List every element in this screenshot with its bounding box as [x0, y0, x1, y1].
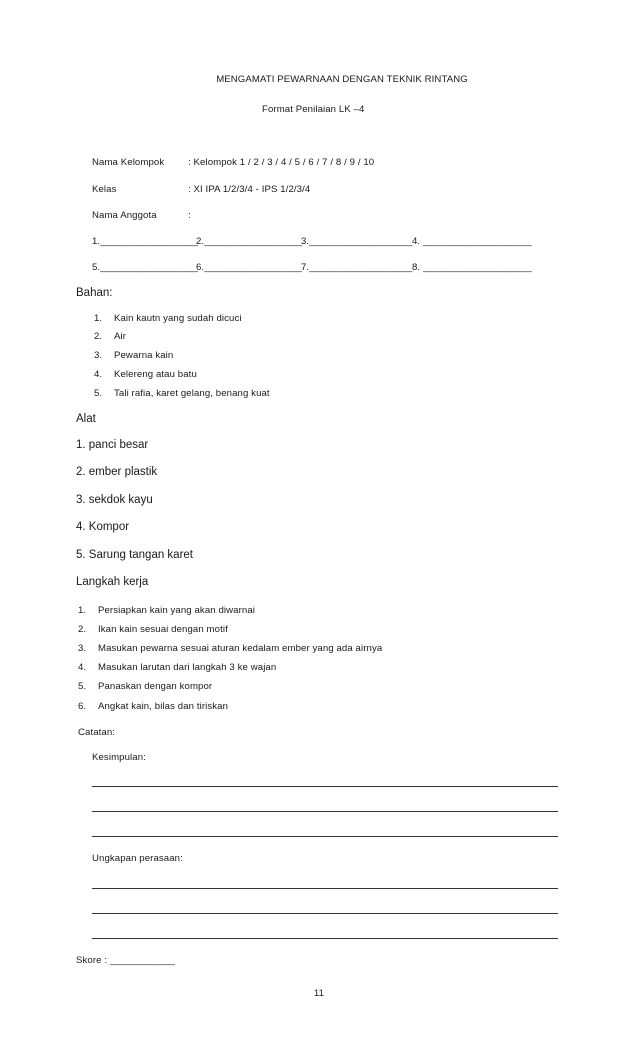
list-item: 6. Angkat kain, bilas dan tiriskan [78, 701, 229, 712]
kelompok-label: Nama Kelompok [92, 157, 165, 168]
alat-item: 2. ember plastik [76, 466, 158, 478]
ungkapan-label: Ungkapan perasaan: [92, 853, 183, 864]
anggota-value: : [188, 210, 191, 221]
member-blank-2[interactable]: 2.__________________ [196, 236, 303, 247]
list-item: 4. Kelereng atau batu [94, 369, 197, 380]
catatan-label: Catatan: [78, 727, 116, 738]
kesimpulan-line-1[interactable] [92, 786, 558, 787]
kelas-label: Kelas [92, 184, 117, 195]
kesimpulan-label: Kesimpulan: [92, 752, 146, 763]
kelas-value: : XI IPA 1/2/3/4 - IPS 1/2/3/4 [188, 184, 311, 195]
page-title: MENGAMATI PEWARNAAN DENGAN TEKNIK RINTANG [216, 74, 468, 85]
member-blank-8[interactable]: 8. ____________________ [412, 262, 532, 273]
member-blank-1[interactable]: 1.__________________ [92, 236, 199, 247]
member-blank-5[interactable]: 5.__________________ [92, 262, 199, 273]
skore-field[interactable]: Skore : ____________ [76, 955, 176, 966]
bahan-heading: Bahan: [76, 287, 113, 299]
list-item: 3. Pewarna kain [94, 350, 174, 361]
list-item: 5. Panaskan dengan kompor [78, 681, 213, 692]
page-number: 11 [313, 988, 325, 999]
list-item: 1. Kain kautn yang sudah dicuci [94, 313, 242, 324]
ungkapan-line-3[interactable] [92, 938, 558, 939]
list-item: 1. Persiapkan kain yang akan diwarnai [78, 605, 255, 616]
member-blank-4[interactable]: 4. ____________________ [412, 236, 532, 247]
alat-item: 1. panci besar [76, 439, 149, 451]
page-subtitle: Format Penilaian LK –4 [262, 104, 365, 115]
kesimpulan-line-3[interactable] [92, 836, 558, 837]
alat-item: 5. Sarung tangan karet [76, 549, 193, 561]
member-blank-6[interactable]: 6.__________________ [196, 262, 303, 273]
list-item: 2. Air [94, 331, 127, 342]
alat-heading: Alat [76, 413, 96, 425]
ungkapan-line-1[interactable] [92, 888, 558, 889]
anggota-label: Nama Anggota [92, 210, 157, 221]
member-blank-3[interactable]: 3.___________________ [301, 236, 413, 247]
alat-item: 3. sekdok kayu [76, 494, 153, 506]
list-item: 2. Ikan kain sesuai dengan motif [78, 624, 228, 635]
kelompok-value: : Kelompok 1 / 2 / 3 / 4 / 5 / 6 / 7 / 8 / 9 / 10 [188, 157, 375, 168]
list-item: 3. Masukan pewarna sesuai aturan kedalam ember yang ada airnya [78, 643, 383, 654]
ungkapan-line-2[interactable] [92, 913, 558, 914]
member-blank-7[interactable]: 7.___________________ [301, 262, 413, 273]
alat-item: 4. Kompor [76, 521, 130, 533]
list-item: 5. Tali rafia, karet gelang, benang kuat [94, 388, 270, 399]
langkah-heading: Langkah kerja [76, 576, 149, 588]
kesimpulan-line-2[interactable] [92, 811, 558, 812]
list-item: 4. Masukan larutan dari langkah 3 ke wajan [78, 662, 277, 673]
